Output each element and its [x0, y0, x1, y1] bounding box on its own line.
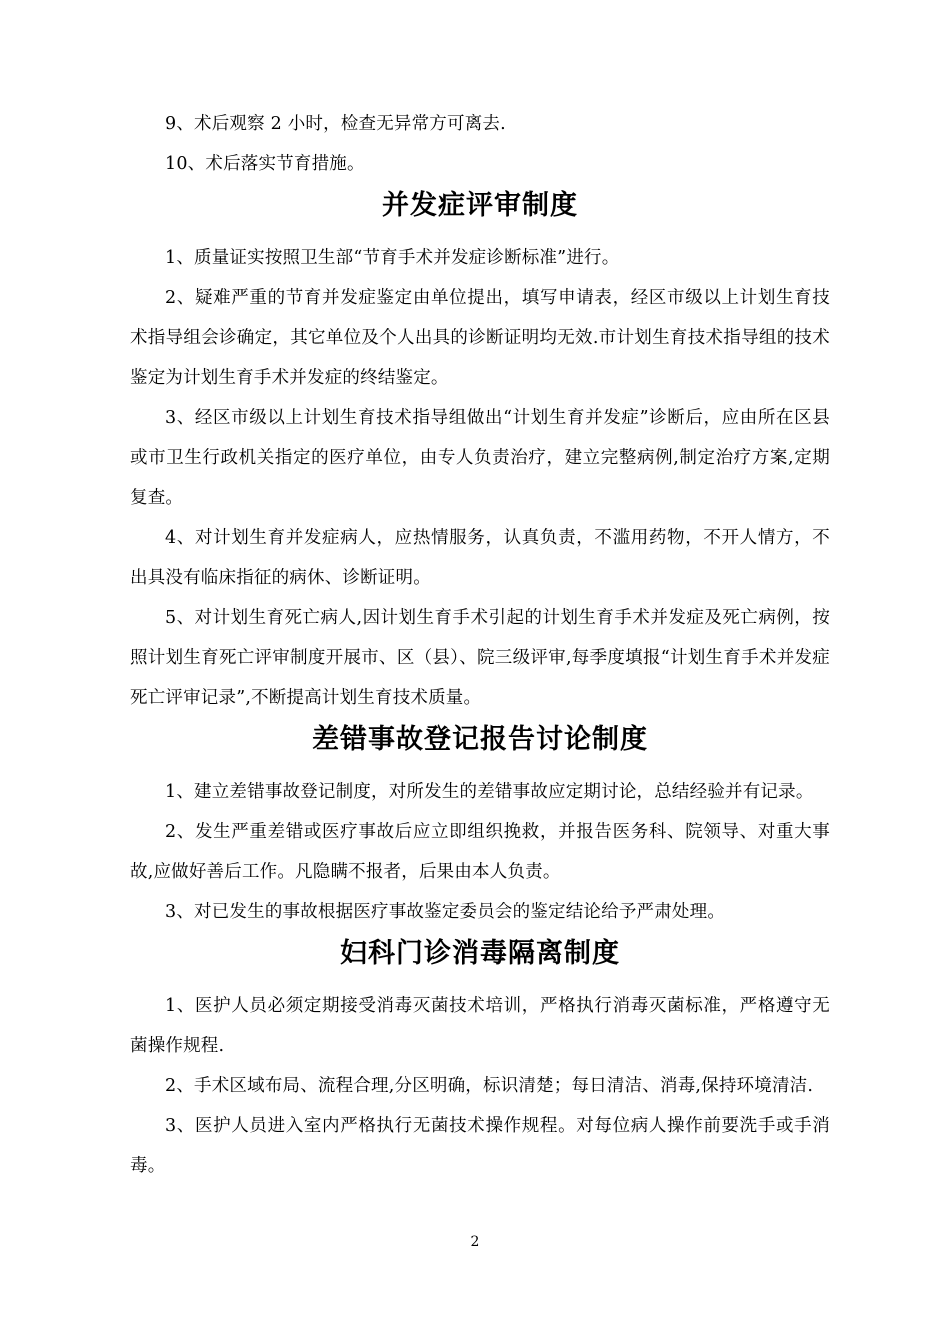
- section-heading: 并发症评审制度: [382, 190, 578, 221]
- section-paragraph: 1、建立差错事故登记制度，对所发生的差错事故应定期讨论，总结经验并有记录。: [165, 782, 814, 802]
- section-paragraph: 1、质量证实按照卫生部“节育手术并发症诊断标准”进行。: [165, 248, 620, 268]
- document-body: [130, 104, 830, 1186]
- section-heading: 差错事故登记报告讨论制度: [312, 724, 648, 755]
- disinfection-section: [130, 932, 830, 1186]
- intro-item: 9、术后观察 2 小时，检查无异常方可离去.: [165, 114, 506, 134]
- section-paragraph: 2、手术区域布局、流程合理,分区明确，标识清楚；每日清洁、消毒,保持环境清洁.: [165, 1076, 814, 1096]
- section-paragraph: 5、对计划生育死亡病人,因计划生育手术引起的计划生育手术并发症及死亡病例，按照计划生育死亡评审制度开展市、区（县）、院三级评审,每季度填报“计划生育手术并发症死亡评审记录”,不断提高计划生育技术质量。: [130, 608, 830, 708]
- section-paragraph: 1、医护人员必须定期接受消毒灭菌技术培训，严格执行消毒灭菌标准，严格遵守无菌操作规程.: [130, 996, 830, 1056]
- page-number: 2: [470, 1234, 480, 1250]
- section-paragraph: 4、对计划生育并发症病人，应热情服务，认真负责，不滥用药物，不开人情方，不出具没有临床指征的病休、诊断证明。: [130, 528, 830, 588]
- section-heading: 妇科门诊消毒隔离制度: [340, 938, 620, 969]
- section-paragraph: 2、发生严重差错或医疗事故后应立即组织挽救，并报告医务科、院领导、对重大事故,应做好善后工作。凡隐瞒不报者，后果由本人负责。: [130, 822, 830, 882]
- intro-section: [130, 104, 830, 184]
- section-paragraph: 3、对已发生的事故根据医疗事故鉴定委员会的鉴定结论给予严肃处理。: [165, 902, 726, 922]
- section-paragraph: 3、医护人员进入室内严格执行无菌技术操作规程。对每位病人操作前要洗手或手消毒。: [130, 1116, 830, 1176]
- section-paragraph: 2、疑难严重的节育并发症鉴定由单位提出，填写申请表，经区市级以上计划生育技术指导组会诊确定，其它单位及个人出具的诊断证明均无效.市计划生育技术指导组的技术鉴定为计划生育手术并发症的终结鉴定。: [130, 288, 830, 388]
- intro-item: 10、术后落实节育措施。: [165, 154, 365, 174]
- error-accident-section: [130, 718, 830, 932]
- section-paragraph: 3、经区市级以上计划生育技术指导组做出“计划生育并发症”诊断后，应由所在区县或市卫生行政机关指定的医疗单位，由专人负责治疗，建立完整病例,制定治疗方案,定期复查。: [130, 408, 830, 508]
- complication-review-section: [130, 184, 830, 718]
